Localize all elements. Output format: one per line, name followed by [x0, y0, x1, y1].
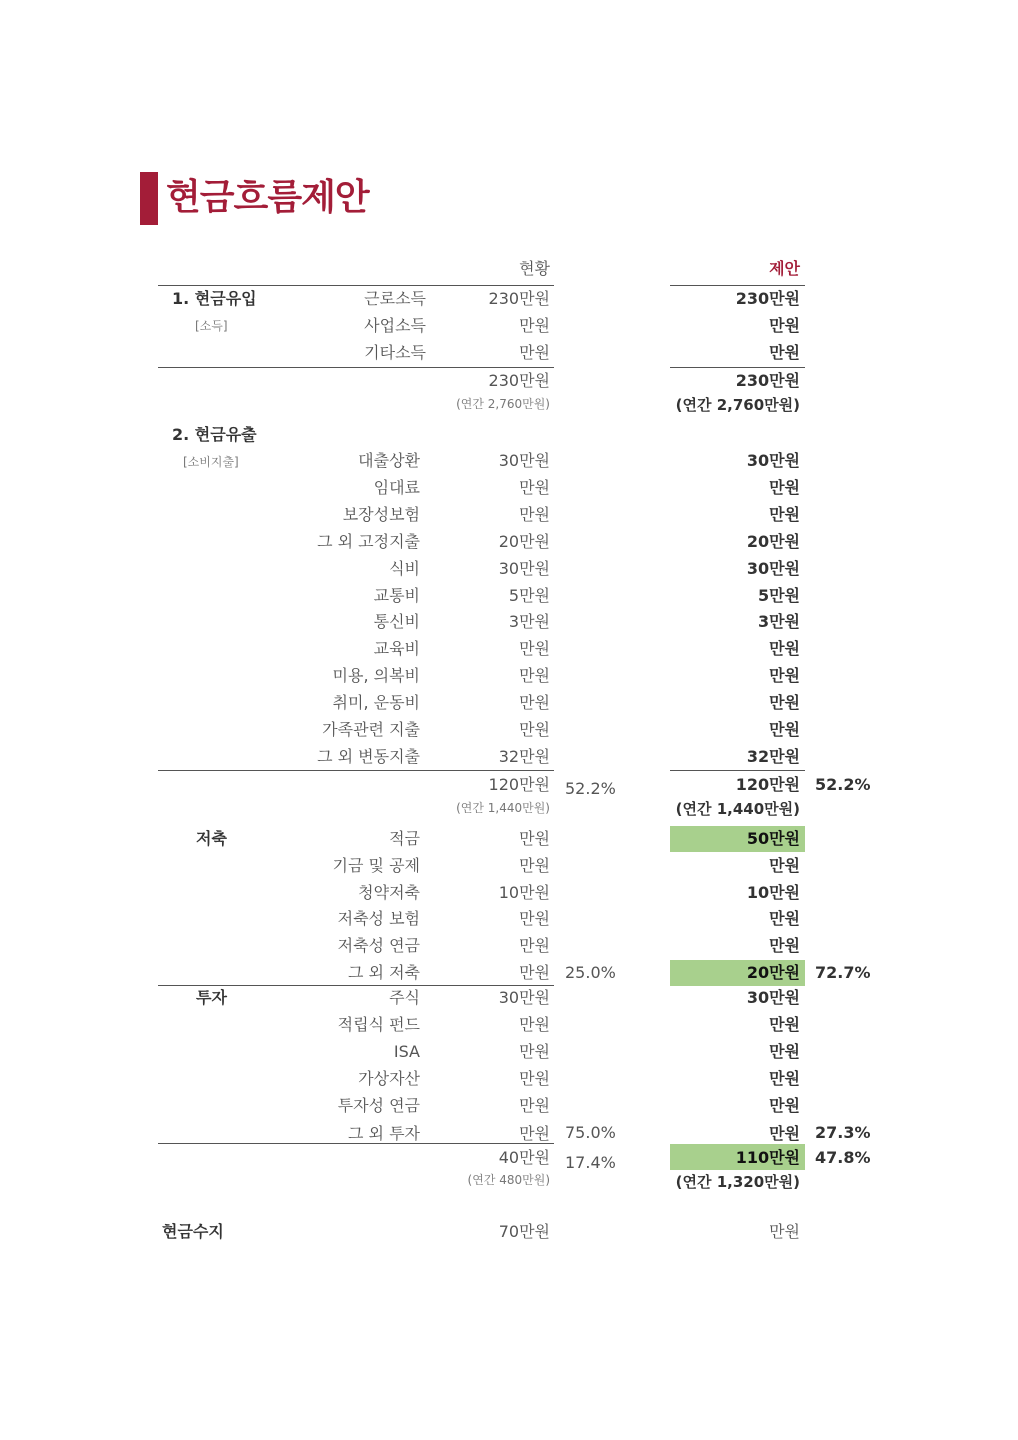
inflow-sub-label: [소득]: [195, 319, 228, 333]
outflow-item-current: 32만원: [498, 746, 550, 766]
investment-item-proposal: 만원: [769, 1123, 800, 1143]
investment-item-current: 만원: [519, 1123, 550, 1143]
outflow-annual-current: (연간 1,440만원): [456, 801, 550, 815]
savings-pct-current: 25.0%: [565, 963, 616, 982]
outflow-item-name: 보장성보험: [342, 504, 420, 524]
inflow-item-proposal: 230만원: [735, 289, 800, 308]
header-proposal: 제안: [769, 259, 800, 278]
outflow-item-current: 3만원: [508, 612, 550, 632]
divider-outflow-total-proposal: [670, 770, 805, 771]
inflow-item-current: 만원: [519, 343, 550, 362]
investment-total-current: 40만원: [498, 1148, 550, 1167]
outflow-item-current: 30만원: [498, 451, 550, 470]
outflow-pct-current: 52.2%: [565, 779, 616, 798]
investment-pct-current: 75.0%: [565, 1123, 616, 1142]
outflow-item-proposal: 5만원: [757, 585, 800, 605]
outflow-item-proposal: 20만원: [746, 531, 800, 551]
inflow-label: 1. 현금유입: [172, 289, 257, 308]
savings-item-proposal: 20만원: [746, 963, 800, 982]
investment-item-name: 가상자산: [358, 1069, 420, 1089]
investment-item-proposal: 만원: [769, 1069, 800, 1089]
investment-item-current: 만원: [519, 1069, 550, 1089]
outflow-item-proposal: 만원: [769, 477, 800, 497]
investment-item-current: 만원: [519, 1042, 550, 1062]
investment-item-name: 투자성 연금: [337, 1096, 420, 1116]
outflow-item-proposal: 만원: [769, 693, 800, 713]
savings-item-proposal: 만원: [769, 855, 800, 875]
investment-item-proposal: 만원: [769, 1015, 800, 1035]
outflow-item-proposal: 만원: [769, 666, 800, 686]
savings-item-name: 그 외 저축: [348, 963, 420, 982]
investment-item-name: ISA: [393, 1042, 420, 1062]
outflow-item-name: 그 외 고정지출: [317, 531, 420, 551]
outflow-item-name: 가족관련 지출: [322, 720, 420, 739]
savings-item-name: 청약저축: [358, 882, 420, 902]
outflow-item-proposal: 30만원: [746, 558, 800, 578]
outflow-item-current: 만원: [519, 666, 550, 686]
savings-item-current: 만원: [519, 936, 550, 956]
savings-item-name: 적금: [389, 829, 420, 848]
investment-pct-proposal: 27.3%: [815, 1123, 871, 1142]
outflow-item-current: 만원: [519, 639, 550, 659]
outflow-item-current: 20만원: [498, 531, 550, 551]
investment-label: 투자: [196, 988, 227, 1007]
investment-item-proposal: 만원: [769, 1042, 800, 1062]
savings-item-proposal: 만원: [769, 936, 800, 956]
savings-item-name: 저축성 연금: [337, 936, 420, 956]
inflow-item-name: 기타소득: [364, 343, 426, 362]
investment-item-current: 만원: [519, 1015, 550, 1035]
inflow-annual-current: (연간 2,760만원): [456, 397, 550, 411]
savings-label: 저축: [196, 829, 227, 848]
outflow-item-name: 그 외 변동지출: [317, 746, 420, 766]
page-title: 현금흐름제안: [166, 177, 369, 218]
outflow-item-proposal: 만원: [769, 504, 800, 524]
inflow-item-current: 만원: [519, 316, 550, 335]
outflow-item-current: 5만원: [508, 585, 550, 605]
divider-investment-total: [158, 1143, 554, 1144]
savings-item-current: 10만원: [498, 882, 550, 902]
outflow-item-name: 임대료: [373, 477, 420, 497]
outflow-item-name: 대출상환: [358, 451, 420, 470]
investment-annual-current: (연간 480만원): [467, 1173, 550, 1187]
investment-total-pct-proposal: 47.8%: [815, 1148, 871, 1167]
outflow-item-name: 미용, 의복비: [332, 666, 420, 686]
outflow-sub-label: [소비지출]: [183, 455, 239, 469]
divider-investment: [158, 985, 554, 986]
inflow-item-name: 사업소득: [364, 316, 426, 335]
inflow-annual-proposal: (연간 2,760만원): [675, 396, 800, 414]
inflow-item-proposal: 만원: [769, 316, 800, 335]
balance-current: 70만원: [498, 1222, 550, 1241]
divider-current-top: [158, 285, 554, 286]
investment-item-name: 그 외 투자: [348, 1123, 420, 1143]
savings-item-proposal: 만원: [769, 909, 800, 929]
investment-total-pct-current: 17.4%: [565, 1153, 616, 1172]
outflow-item-current: 만원: [519, 477, 550, 497]
outflow-item-current: 만원: [519, 693, 550, 713]
outflow-item-proposal: 만원: [769, 720, 800, 739]
inflow-total-current: 230만원: [488, 371, 550, 390]
savings-item-name: 저축성 보험: [337, 909, 420, 929]
outflow-item-proposal: 만원: [769, 639, 800, 659]
investment-item-name: 주식: [389, 988, 420, 1007]
outflow-item-current: 만원: [519, 720, 550, 739]
divider-proposal-top: [670, 285, 805, 286]
inflow-item-proposal: 만원: [769, 343, 800, 362]
outflow-item-proposal: 3만원: [757, 612, 800, 632]
outflow-item-name: 교통비: [373, 585, 420, 605]
savings-item-current: 만원: [519, 855, 550, 875]
inflow-total-proposal: 230만원: [735, 371, 800, 390]
savings-item-name: 기금 및 공제: [332, 855, 420, 875]
outflow-item-name: 식비: [389, 558, 420, 578]
savings-item-current: 만원: [519, 829, 550, 848]
outflow-label: 2. 현금유출: [172, 425, 257, 444]
outflow-total-proposal: 120만원: [735, 775, 800, 794]
title-accent-bar: [140, 172, 158, 225]
investment-item-current: 30만원: [498, 988, 550, 1007]
inflow-item-name: 근로소득: [364, 289, 426, 308]
savings-item-proposal: 50만원: [746, 829, 800, 848]
investment-item-proposal: 만원: [769, 1096, 800, 1116]
outflow-item-current: 30만원: [498, 558, 550, 578]
divider-inflow-total-proposal: [670, 367, 805, 368]
outflow-item-name: 취미, 운동비: [332, 693, 420, 713]
investment-item-current: 만원: [519, 1096, 550, 1116]
savings-pct-proposal: 72.7%: [815, 963, 871, 982]
outflow-annual-proposal: (연간 1,440만원): [675, 800, 800, 818]
outflow-total-current: 120만원: [488, 775, 550, 794]
outflow-item-proposal: 30만원: [746, 451, 800, 470]
outflow-item-current: 만원: [519, 504, 550, 524]
header-current: 현황: [519, 259, 550, 278]
divider-outflow-total: [158, 770, 554, 771]
outflow-pct-proposal: 52.2%: [815, 775, 871, 794]
investment-total-proposal: 110만원: [735, 1148, 800, 1167]
outflow-item-name: 교육비: [373, 639, 420, 659]
savings-item-current: 만원: [519, 963, 550, 982]
investment-item-proposal: 30만원: [746, 988, 800, 1007]
balance-proposal: 만원: [769, 1222, 800, 1241]
inflow-item-current: 230만원: [488, 289, 550, 308]
balance-label: 현금수지: [162, 1222, 224, 1241]
outflow-item-name: 통신비: [373, 612, 420, 632]
divider-inflow-total: [158, 367, 554, 368]
investment-annual-proposal: (연간 1,320만원): [675, 1173, 800, 1191]
savings-item-proposal: 10만원: [746, 882, 800, 902]
outflow-item-proposal: 32만원: [746, 746, 800, 766]
investment-item-name: 적립식 펀드: [337, 1015, 420, 1035]
savings-item-current: 만원: [519, 909, 550, 929]
